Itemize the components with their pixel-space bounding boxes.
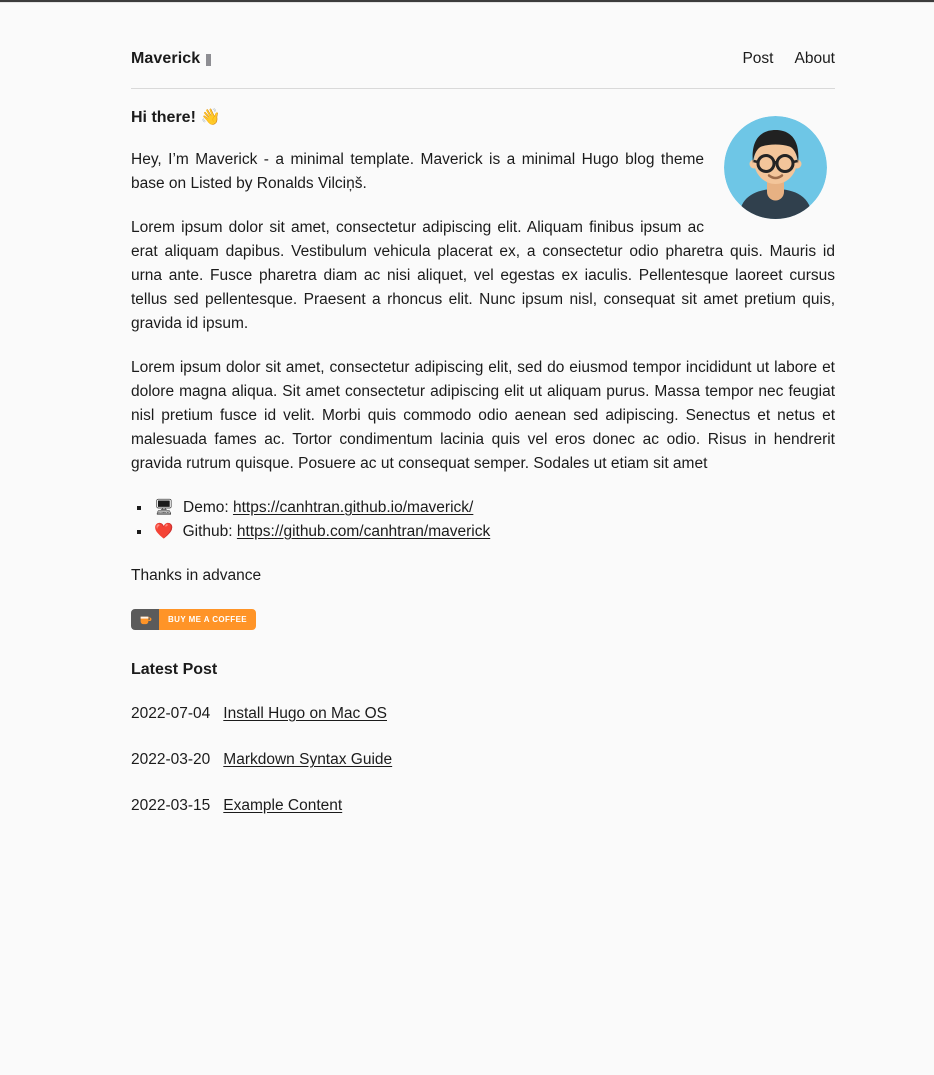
buy-me-a-coffee-button[interactable] bbox=[131, 609, 256, 630]
content bbox=[131, 108, 835, 818]
post-row bbox=[131, 794, 835, 818]
thanks-text: Thanks in advance bbox=[131, 567, 262, 584]
post-title-link[interactable]: Markdown Syntax Guide bbox=[223, 751, 393, 768]
demo-label: Demo: bbox=[183, 499, 229, 516]
lorem-paragraph-1: Lorem ipsum dolor sit amet, consectetur adipiscing elit. Aliquam finibus ipsum ac erat aliquam dapibus. Vestibulum vehicula placerat ex, a consectetur odio pharetra quis. Mauris id urna ante. Fusce pharetra diam ac nisi aliquet, vel egestas ex iaculis. Pellentesque laoreet cursus tellus sed pellentesque. Praesent a rhoncus elit. Nunc ipsum nisl, consequat sit amet pretium quis, gravida id ipsum. bbox=[131, 219, 835, 332]
post-title-link[interactable]: Install Hugo on Mac OS bbox=[223, 705, 387, 722]
post-date: 2022-03-20 bbox=[131, 751, 211, 768]
greeting-text: Hi there! bbox=[131, 109, 196, 126]
avatar bbox=[724, 116, 827, 219]
waving-hand-emoji: 👋 bbox=[200, 109, 221, 126]
cursor-block-icon bbox=[206, 54, 211, 66]
post-row bbox=[131, 702, 835, 726]
github-link[interactable]: https://github.com/canhtran/maverick bbox=[236, 523, 491, 540]
latest-post-heading: Latest Post bbox=[131, 661, 218, 678]
github-label: Github: bbox=[182, 523, 233, 540]
post-row bbox=[131, 748, 835, 772]
links-list bbox=[131, 496, 835, 544]
page-container bbox=[131, 3, 835, 818]
list-item-github bbox=[152, 520, 835, 544]
demo-link[interactable]: https://canhtran.github.io/maverick/ bbox=[232, 499, 474, 516]
greeting-heading bbox=[131, 108, 835, 128]
coffee-cup-icon bbox=[131, 609, 159, 630]
nav-item-about[interactable]: About bbox=[794, 50, 835, 67]
post-title-link[interactable]: Example Content bbox=[223, 797, 343, 814]
main-nav bbox=[742, 50, 835, 68]
heart-icon: ❤️ bbox=[154, 523, 174, 540]
post-date: 2022-07-04 bbox=[131, 705, 211, 722]
list-item-demo bbox=[152, 496, 835, 520]
site-title-wrap bbox=[131, 50, 211, 68]
site-title[interactable]: Maverick bbox=[131, 50, 201, 67]
post-date: 2022-03-15 bbox=[131, 797, 211, 814]
coffee-badge-label: BUY ME A COFFEE bbox=[159, 609, 256, 630]
desktop-computer-icon: 🖥 bbox=[154, 499, 174, 516]
site-header bbox=[131, 50, 835, 68]
header-divider bbox=[131, 88, 835, 89]
lorem-paragraph-2: Lorem ipsum dolor sit amet, consectetur adipiscing elit, sed do eiusmod tempor incididunt ut labore et dolore magna aliqua. Sit amet consectetur adipiscing elit ut aliquam purus. Massa tempor nec feugiat nisl pretium fusce id velit. Morbi quis commodo odio aenean sed adipiscing. Senectus et netus et malesuada fames ac. Tortor condimentum lacinia quis vel eros donec ac odio. Risus in hendrerit gravida rutrum quisque. Posuere ac ut consequat semper. Sodales ut etiam sit amet bbox=[131, 359, 835, 472]
nav-item-post[interactable]: Post bbox=[742, 50, 774, 67]
intro-paragraph: Hey, I’m Maverick - a minimal template. Maverick is a minimal Hugo blog theme base on Listed by Ronalds Vilciņš. bbox=[131, 151, 704, 192]
